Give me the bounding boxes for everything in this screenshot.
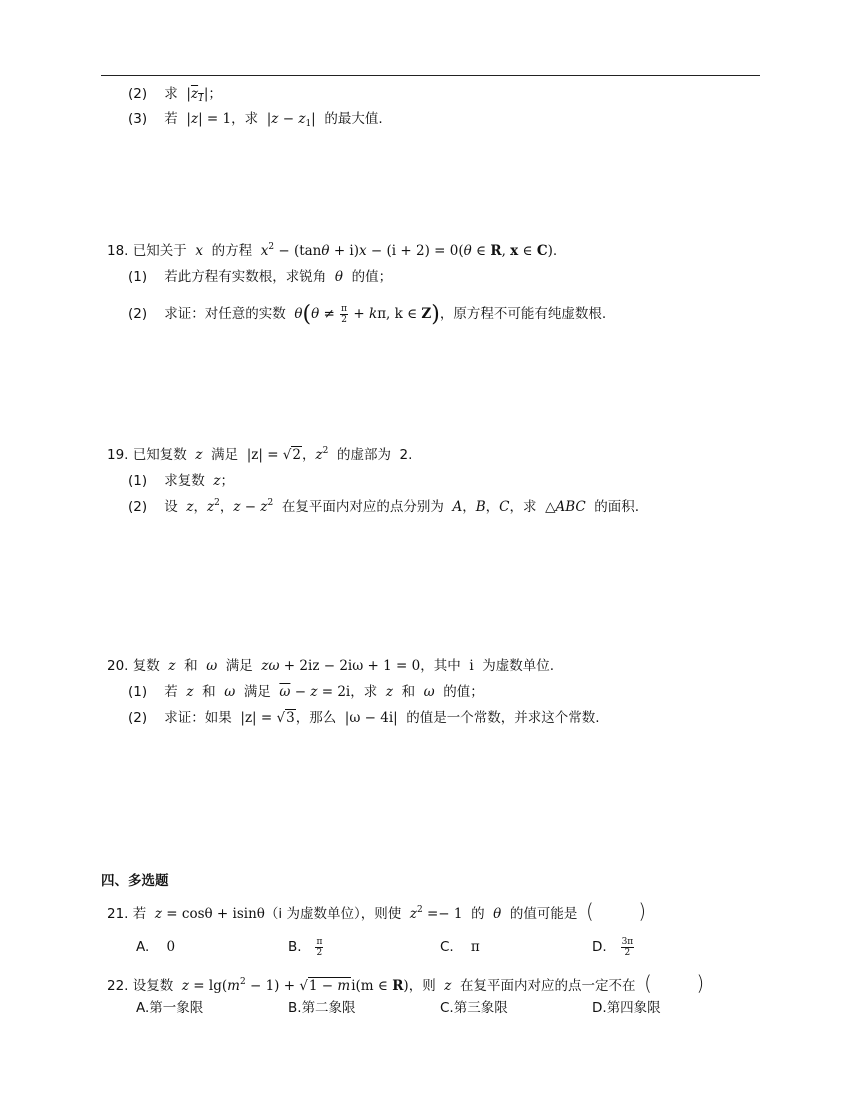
q18-part1: (1) 若此方程有实数根，求锐角 θ 的值；: [128, 269, 393, 285]
q22-option-d[interactable]: D.第四象限: [592, 1000, 661, 1016]
q20-stem: 20. 复数 z 和 ω 满足 zω + 2iz − 2iω + 1 = 0，其中 i 为虚数单位.: [107, 658, 555, 674]
answer-bracket: ( ): [644, 971, 705, 995]
math-expr: $x^2 - (\tan\theta + i)x - (i + 2) = 0(\theta$ ∈ R, x ∈ C): [260, 242, 553, 259]
math-expr: θ(θ ≠ $\frac{\pi}{2}$ + kπ, k ∈ Z): [294, 302, 440, 327]
math-expr: $\frac{3\pi}{2}$: [621, 936, 634, 958]
question-number: 18.: [107, 243, 129, 259]
question-number: 22.: [107, 978, 129, 994]
part-label: (3): [128, 111, 148, 127]
math-expr: $z = \lg(m^2 - 1) + √1 - mi(m$ ∈ R): [181, 977, 409, 994]
q22-option-b[interactable]: B.第二象限: [288, 1000, 356, 1016]
math-expr: $\frac{\pi}{2}$: [316, 936, 323, 958]
q22-option-a[interactable]: A.第一象限: [136, 1000, 204, 1016]
q21-stem: 21. 若 z = cosθ + isinθ（i 为虚数单位），则使 $z^2 =- 1$ 的 θ 的值可能是 ( ): [107, 899, 647, 923]
math-expr: |z| = √2: [246, 447, 301, 463]
q19-part1: (1) 求复数 z；: [128, 473, 235, 489]
math-expr: $|z - z_1|$: [266, 111, 316, 129]
section-title: 四、多选题: [101, 873, 169, 889]
q20-part1: (1) 若 z 和 ω 满足 $\overline{\omega} - z = 2i$，求 z 和 ω 的值；: [128, 684, 484, 700]
part-label: (2): [128, 499, 148, 515]
part-label: (1): [128, 269, 148, 285]
q17-part3: (3) 若 |z| = 1，求 $|z - z_1|$ 的最大值.: [128, 111, 383, 129]
math-expr: z，$z^2$，$z - z^2$: [186, 498, 274, 515]
question-number: 21.: [107, 906, 129, 922]
math-expr: $|z_1|$: [186, 86, 209, 104]
math-expr: z = cosθ + isinθ: [154, 906, 265, 922]
q19-part2: (2) 设 z，$z^2$，$z - z^2$ 在复平面内对应的点分别为 A，B，C，求 △ABC 的面积.: [128, 498, 640, 515]
q22-option-c[interactable]: C.第三象限: [440, 1000, 508, 1016]
question-number: 20.: [107, 658, 129, 674]
q21-option-c[interactable]: C. π: [440, 939, 480, 955]
q21-option-d[interactable]: D. $\frac{3\pi}{2}$: [592, 936, 634, 958]
q19-stem: 19. 已知复数 z 满足 |z| = √2，$z^2$ 的虚部为 2.: [107, 446, 413, 463]
question-number: 19.: [107, 447, 129, 463]
math-expr: zω + 2iz − 2iω + 1 = 0: [261, 658, 421, 674]
part-label: (1): [128, 684, 148, 700]
math-expr: |z| = √3: [240, 710, 295, 726]
part-label: (2): [128, 86, 148, 102]
header-rule: [101, 75, 760, 76]
q20-part2: (2) 求证：如果 |z| = √3，那么 |ω − 4i| 的值是一个常数，并求这个常数.: [128, 710, 600, 726]
math-expr: |z| = 1: [186, 111, 232, 127]
q18-stem: 18. 已知关于 x 的方程 $x^2 - (\tan\theta + i)x - (i + 2) = 0(\theta$ ∈ R, x ∈ C).: [107, 242, 558, 259]
part-label: (2): [128, 306, 148, 322]
part-label: (2): [128, 710, 148, 726]
part-label: (1): [128, 473, 148, 489]
q17-part2: (2) 求 $|z_1|$；: [128, 86, 222, 104]
q22-stem: 22. 设复数 $z = \lg(m^2 - 1) + √1 - mi(m$ ∈ R)，则 z 在复平面内对应的点一定不在 ( ): [107, 971, 705, 995]
q21-option-b[interactable]: B. $\frac{\pi}{2}$: [288, 936, 323, 958]
math-expr: $\overline{\omega} - z = 2i$: [279, 684, 351, 700]
q18-part2: (2) 求证：对任意的实数 θ(θ ≠ $\frac{\pi}{2}$ + kπ, k ∈ Z)，原方程不可能有纯虚数根.: [128, 302, 607, 327]
answer-bracket: ( ): [585, 899, 647, 923]
q21-option-a[interactable]: A. 0: [136, 939, 176, 955]
